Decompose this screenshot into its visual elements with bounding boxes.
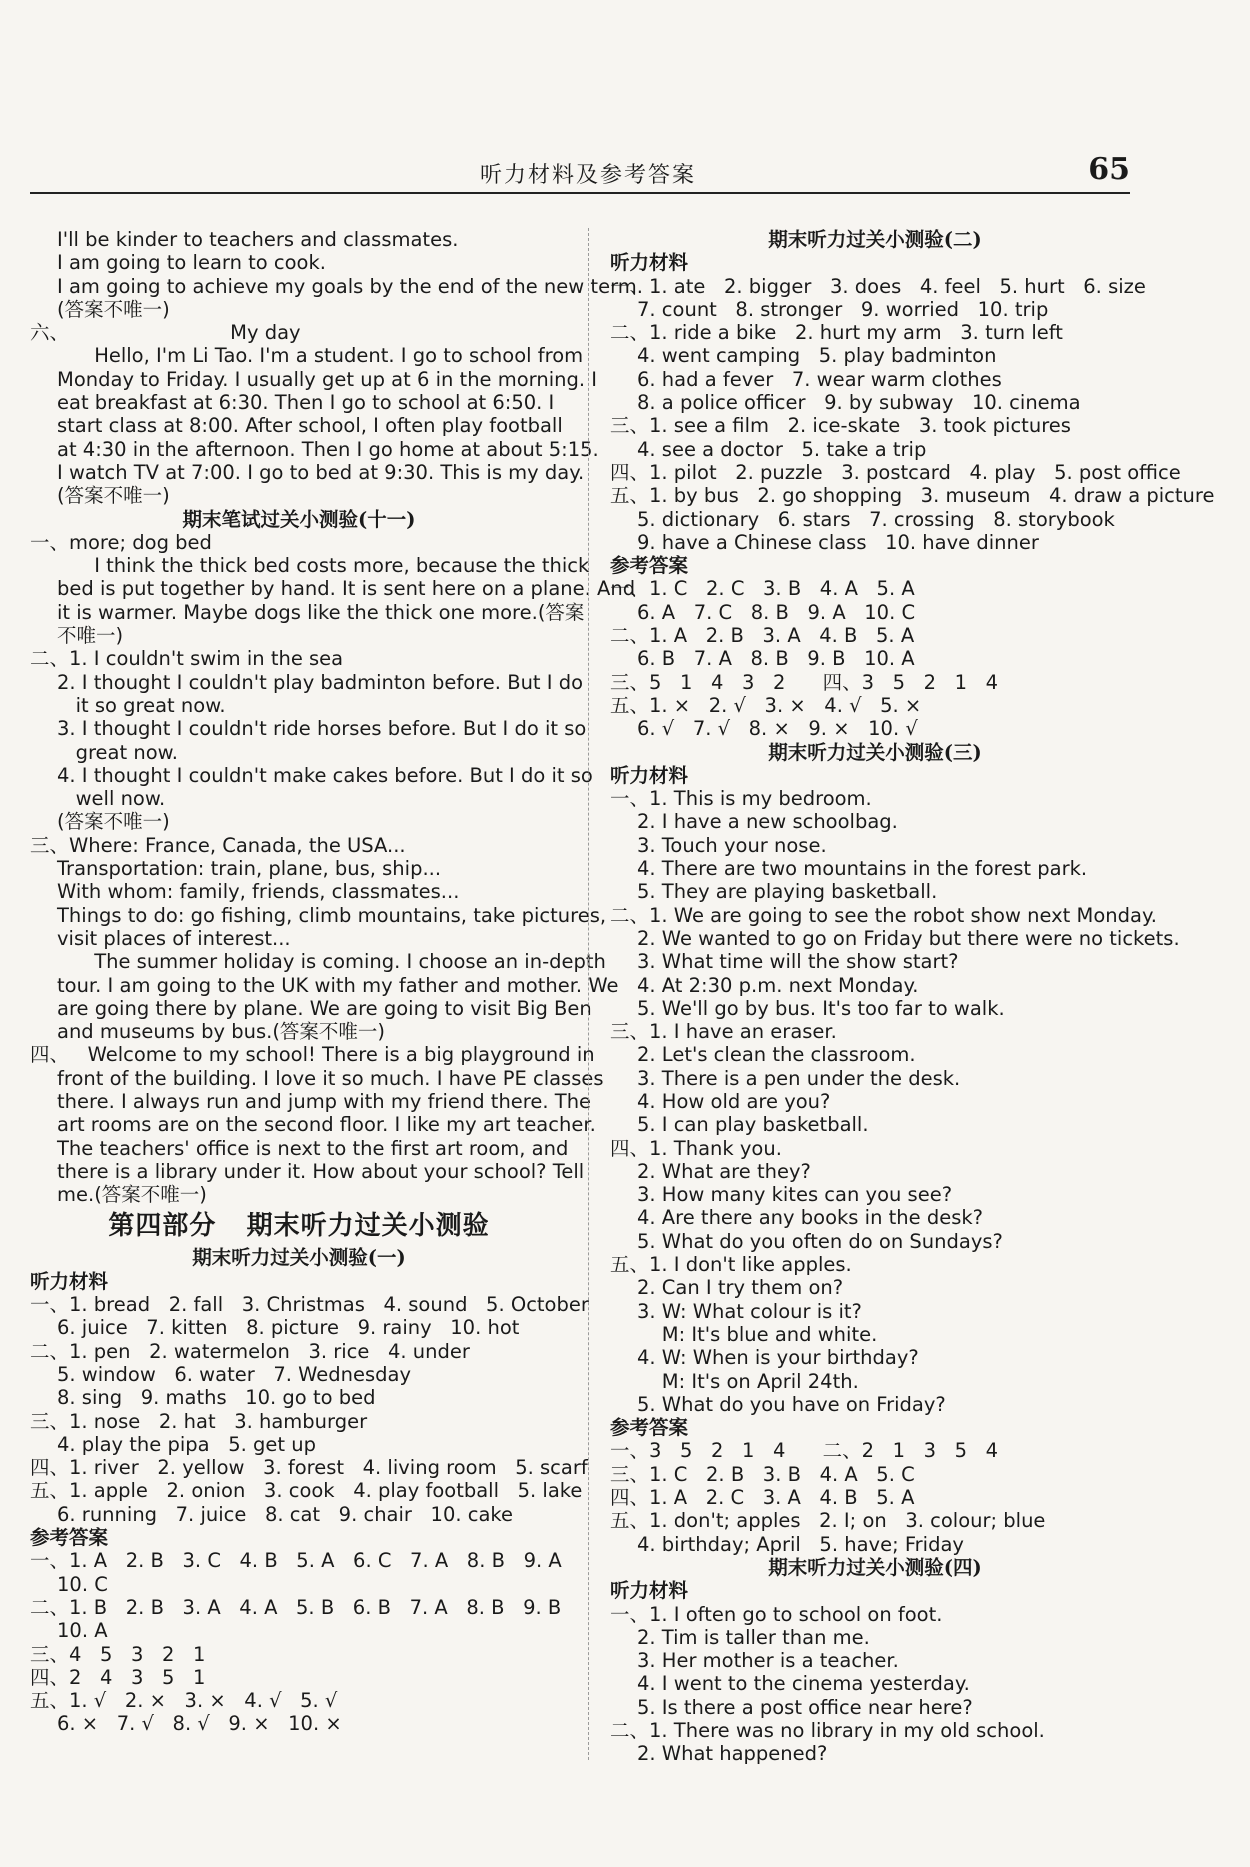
right-text-line: 8. a police officer 9. by subway 10. cinema (637, 391, 1081, 415)
left-text-line: 10. A (57, 1619, 108, 1643)
left-column (30, 228, 643, 1736)
left-text-line: 4. play the pipa 5. get up (57, 1432, 316, 1456)
left-text-line: tour. I am going to the UK with my father and mother. We (57, 973, 619, 997)
left-text-line: 10. C (57, 1572, 108, 1596)
right-text-line: 3. Her mother is a teacher. (637, 1649, 899, 1673)
left-text-line: front of the building. I love it so much. I have PE classes (57, 1066, 604, 1090)
left-text-line: 六、 My day (30, 321, 301, 345)
left-text-line: are going there by plane. We are going to visit Big Ben (57, 996, 592, 1020)
left-text-line: 期末听力过关小测验(一) (192, 1246, 406, 1270)
right-text-line: 6. A 7. C 8. B 9. A 10. C (637, 600, 916, 624)
right-text-line: 4. birthday; April 5. have; Friday (637, 1532, 964, 1556)
left-text-line: Things to do: go fishing, climb mountains, take pictures, (57, 903, 607, 927)
right-text-line: 期末听力过关小测验(三) (768, 740, 982, 764)
left-text-line: 一、1. bread 2. fall 3. Christmas 4. sound 5. October (30, 1293, 589, 1317)
left-text-line: Transportation: train, plane, bus, ship... (57, 857, 442, 881)
left-text-line: start class at 8:00. After school, I often play football (57, 414, 563, 438)
right-text-line: 5. What do you often do on Sundays? (637, 1229, 1003, 1253)
right-text-line: 4. went camping 5. play badminton (637, 344, 997, 368)
left-text-line: 听力材料 (30, 1269, 109, 1293)
right-text-line: 参考答案 (610, 1416, 689, 1440)
left-text-line: With whom: family, friends, classmates... (57, 880, 460, 904)
left-text-line: I am going to achieve my goals by the end of the new term. (57, 274, 643, 298)
left-text-line: 一、more; dog bed (30, 530, 212, 554)
left-text-line: I think the thick bed costs more, because the thick (57, 554, 590, 578)
left-text-line: 6. × 7. √ 8. √ 9. × 10. × (57, 1712, 342, 1736)
left-text-line: (答案不唯一) (57, 484, 170, 508)
right-text-line: 一、1. I often go to school on foot. (610, 1602, 943, 1626)
right-text-line: 3. W: What colour is it? (637, 1299, 862, 1323)
left-text-line: it is warmer. Maybe dogs like the thick one more.(答案 (57, 600, 585, 624)
right-text-line: 6. had a fever 7. wear warm clothes (637, 367, 1002, 391)
left-text-line: 一、1. A 2. B 3. C 4. B 5. A 6. C 7. A 8. B 9. A (30, 1549, 562, 1573)
right-text-line: 五、1. by bus 2. go shopping 3. museum 4. draw a picture (610, 484, 1215, 508)
left-text-line: Monday to Friday. I usually get up at 6 in the morning. I (57, 367, 598, 391)
right-text-line: 2. Can I try them on? (637, 1276, 844, 1300)
left-text-line: 参考答案 (30, 1526, 109, 1550)
right-text-line: 5. They are playing basketball. (637, 880, 938, 904)
left-text-line: there. I always run and jump with my friend there. The (57, 1089, 592, 1113)
right-text-line: 6. √ 7. √ 8. × 9. × 10. √ (637, 717, 918, 741)
right-text-line: 4. I went to the cinema yesterday. (637, 1672, 970, 1696)
column-divider (588, 228, 589, 1760)
left-text-line: 二、1. I couldn't swim in the sea (30, 647, 344, 671)
right-text-line: 四、1. Thank you. (610, 1136, 782, 1160)
right-text-line: 2. What are they? (637, 1159, 811, 1183)
right-text-line: 2. What happened? (637, 1742, 828, 1766)
left-text-line: 8. sing 9. maths 10. go to bed (57, 1386, 376, 1410)
right-text-line: 3. How many kites can you see? (637, 1183, 953, 1207)
left-text-line: it so great now. (57, 693, 226, 717)
right-text-line: 3. There is a pen under the desk. (637, 1066, 961, 1090)
left-text-line: 五、1. √ 2. × 3. × 4. √ 5. √ (30, 1689, 338, 1713)
right-text-line: 2. Tim is taller than me. (637, 1625, 870, 1649)
left-text-line: 期末笔试过关小测验(十一) (182, 507, 416, 531)
left-text-line: I watch TV at 7:00. I go to bed at 9:30. This is my day. (57, 460, 585, 484)
left-text-line: The teachers' office is next to the first art room, and (57, 1136, 569, 1160)
right-text-line: 5. dictionary 6. stars 7. crossing 8. storybook (637, 507, 1115, 531)
right-text-line: 一、1. ate 2. bigger 3. does 4. feel 5. hurt 6. size (610, 274, 1146, 298)
right-text-line: 听力材料 (610, 763, 689, 787)
left-text-line: (答案不唯一) (57, 297, 170, 321)
right-text-line: 3. Touch your nose. (637, 833, 827, 857)
left-text-line: 6. running 7. juice 8. cat 9. chair 10. cake (57, 1502, 514, 1526)
right-text-line: 听力材料 (610, 1579, 689, 1603)
right-text-line: 五、1. don't; apples 2. I; on 3. colour; blue (610, 1509, 1046, 1533)
left-text-line: bed is put together by hand. It is sent here on a plane. And (57, 577, 636, 601)
right-text-line: 一、3 5 2 1 4 二、2 1 3 5 4 (610, 1439, 999, 1463)
left-text-line: 三、4 5 3 2 1 (30, 1642, 206, 1666)
right-text-line: 3. What time will the show start? (637, 950, 959, 974)
right-text-line: 五、1. × 2. √ 3. × 4. √ 5. × (610, 693, 922, 717)
left-text-line: 二、1. B 2. B 3. A 4. A 5. B 6. B 7. A 8. B 9. B (30, 1595, 562, 1619)
left-text-line: eat breakfast at 6:30. Then I go to school at 6:50. I (57, 391, 555, 415)
right-text-line: 2. I have a new schoolbag. (637, 810, 898, 834)
left-text-line: 四、 Welcome to my school! There is a big playground in (30, 1043, 595, 1067)
right-text-line: 三、1. C 2. B 3. B 4. A 5. C (610, 1462, 915, 1486)
right-text-line: 2. We wanted to go on Friday but there were no tickets. (637, 926, 1180, 950)
right-text-line: 6. B 7. A 8. B 9. B 10. A (637, 647, 915, 671)
left-text-line: I am going to learn to cook. (57, 251, 326, 275)
right-text-line: 4. Are there any books in the desk? (637, 1206, 984, 1230)
left-text-line: 四、1. river 2. yellow 3. forest 4. living room 5. scarf (30, 1456, 588, 1480)
right-text-line: 4. see a doctor 5. take a trip (637, 437, 927, 461)
left-text-line: well now. (57, 787, 166, 811)
right-text-line: 一、1. C 2. C 3. B 4. A 5. A (610, 577, 915, 601)
right-text-line: 2. Let's clean the classroom. (637, 1043, 916, 1067)
left-text-line: Hello, I'm Li Tao. I'm a student. I go to school from (57, 344, 584, 368)
left-text-line: The summer holiday is coming. I choose an in-depth (57, 950, 606, 974)
left-text-line: (答案不唯一) (57, 810, 170, 834)
right-text-line: 7. count 8. stronger 9. worried 10. trip (637, 297, 1049, 321)
left-text-line: 四、2 4 3 5 1 (30, 1665, 206, 1689)
left-text-line: 二、1. pen 2. watermelon 3. rice 4. under (30, 1339, 470, 1363)
right-text-line: 五、1. I don't like apples. (610, 1253, 852, 1277)
left-text-line: at 4:30 in the afternoon. Then I go home at about 5:15. (57, 437, 599, 461)
right-text-line: 期末听力过关小测验(四) (768, 1555, 982, 1579)
left-text-line: and museums by bus.(答案不唯一) (57, 1020, 386, 1044)
right-text-line: 4. W: When is your birthday? (637, 1346, 919, 1370)
left-text-line: art rooms are on the second floor. I like my art teacher. (57, 1113, 596, 1137)
left-text-line: me.(答案不唯一) (57, 1183, 207, 1207)
right-text-line: M: It's blue and white. (637, 1322, 878, 1346)
left-text-line: 6. juice 7. kitten 8. picture 9. rainy 10. hot (57, 1316, 520, 1340)
right-text-line: 5. We'll go by bus. It's too far to walk. (637, 996, 1005, 1020)
right-text-line: 4. At 2:30 p.m. next Monday. (637, 973, 919, 997)
right-text-line: 三、5 1 4 3 2 四、3 5 2 1 4 (610, 670, 999, 694)
right-text-line: M: It's on April 24th. (637, 1369, 859, 1393)
header-title: 听力材料及参考答案 (480, 163, 697, 188)
left-text-line: 三、Where: France, Canada, the USA... (30, 833, 406, 857)
left-text-line: 3. I thought I couldn't ride horses before. But I do it so (57, 717, 587, 741)
right-text-line: 四、1. A 2. C 3. A 4. B 5. A (610, 1486, 915, 1510)
left-text-line: visit places of interest... (57, 926, 291, 950)
left-text-line: 第四部分 期末听力过关小测验 (108, 1211, 490, 1242)
right-text-line: 5. What do you have on Friday? (637, 1392, 946, 1416)
right-text-line: 二、1. There was no library in my old school. (610, 1719, 1045, 1742)
right-text-line: 4. How old are you? (637, 1089, 831, 1113)
right-text-line: 二、1. We are going to see the robot show next Monday. (610, 903, 1157, 927)
left-text-line: 4. I thought I couldn't make cakes before. But I do it so (57, 763, 593, 787)
page-number: 65 (1088, 152, 1130, 187)
right-text-line: 9. have a Chinese class 10. have dinner (637, 530, 1039, 554)
left-text-line: 不唯一) (57, 624, 124, 648)
right-text-line: 期末听力过关小测验(二) (768, 228, 982, 251)
left-text-line: there is a library under it. How about your school? Tell (57, 1159, 585, 1183)
left-text-line: 2. I thought I couldn't play badminton before. But I do (57, 670, 584, 694)
right-text-line: 二、1. A 2. B 3. A 4. B 5. A (610, 624, 915, 648)
right-text-line: 四、1. pilot 2. puzzle 3. postcard 4. play 5. post office (610, 460, 1181, 484)
left-text-line: 三、1. nose 2. hat 3. hamburger (30, 1409, 368, 1433)
left-text-line: great now. (57, 740, 178, 764)
left-text-line: 五、1. apple 2. onion 3. cook 4. play football 5. lake (30, 1479, 583, 1503)
right-text-line: 三、1. I have an eraser. (610, 1020, 837, 1044)
right-text-line: 4. There are two mountains in the forest park. (637, 857, 1088, 881)
right-text-line: 一、1. This is my bedroom. (610, 787, 872, 811)
right-text-line: 三、1. see a film 2. ice-skate 3. took pictures (610, 414, 1071, 438)
right-text-line: 听力材料 (610, 251, 689, 275)
page-header (30, 150, 1130, 194)
right-text-line: 参考答案 (610, 554, 689, 578)
right-text-line: 5. I can play basketball. (637, 1113, 869, 1137)
right-column (610, 228, 1215, 1766)
left-text-line: I'll be kinder to teachers and classmates. (57, 228, 459, 251)
right-text-line: 二、1. ride a bike 2. hurt my arm 3. turn left (610, 321, 1063, 345)
right-text-line: 5. Is there a post office near here? (637, 1695, 973, 1719)
left-text-line: 5. window 6. water 7. Wednesday (57, 1362, 412, 1386)
